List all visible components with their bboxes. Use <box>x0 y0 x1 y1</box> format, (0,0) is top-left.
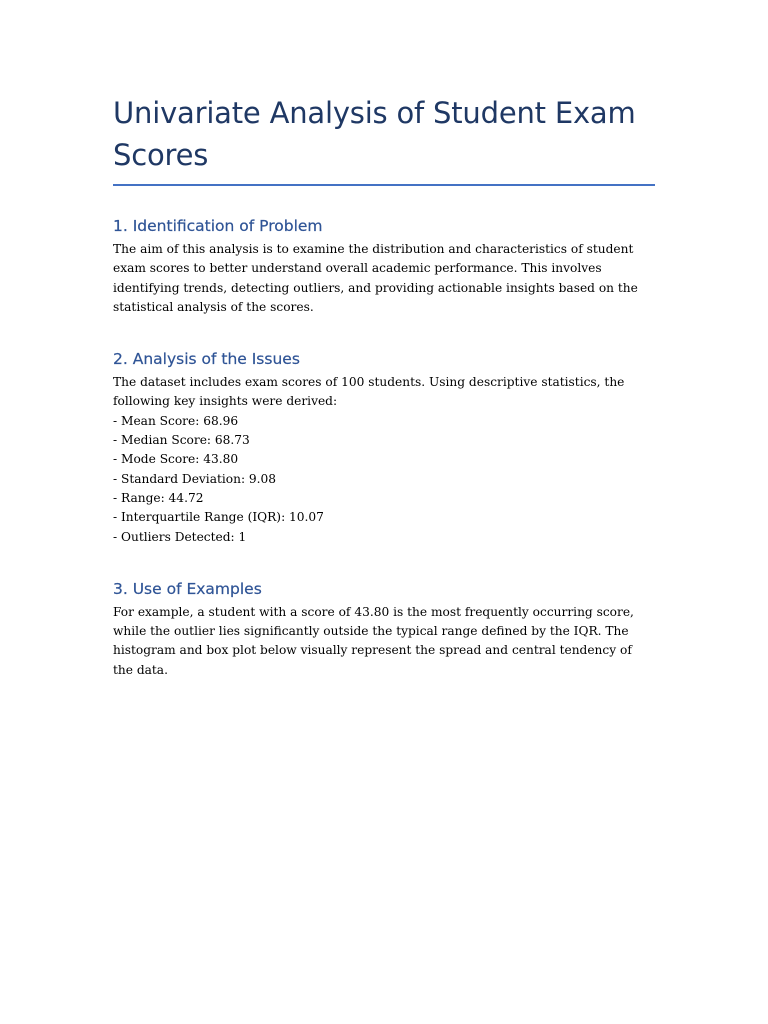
document-title: Univariate Analysis of Student Exam Scores <box>113 92 655 186</box>
document-page <box>113 92 655 680</box>
statistic-standard-deviation: - Standard Deviation: 9.08 <box>113 471 277 486</box>
statistics-list <box>113 412 655 547</box>
section-heading: 3. Use of Examples <box>113 579 262 598</box>
statistic-median: - Median Score: 68.73 <box>113 433 250 448</box>
section-heading: 2. Analysis of the Issues <box>113 350 300 369</box>
section-use-of-examples <box>113 579 655 680</box>
section-paragraph: For example, a student with a score of 43.80 is the most frequently occurring score, while the outlier lies significantly outside the typical range defined by the IQR. The histogram and box plot below visually represent the spread and central tendency of the data. <box>113 604 634 677</box>
statistic-outliers: - Outliers Detected: 1 <box>113 529 247 544</box>
statistic-mean: - Mean Score: 68.96 <box>113 413 239 428</box>
statistic-range: - Range: 44.72 <box>113 490 204 505</box>
section-heading: 1. Identification of Problem <box>113 217 323 235</box>
section-analysis-of-issues <box>113 349 655 547</box>
section-paragraph: The aim of this analysis is to examine the distribution and characteristics of student exam scores to better understand overall academic performance. This involves identifying trends, detecting outliers, and providing actionable insights based on the statistical analysis of the scores. <box>113 242 638 314</box>
section-paragraph: The dataset includes exam scores of 100 students. Using descriptive statistics, the following key insights were derived: <box>113 375 625 409</box>
statistic-mode: - Mode Score: 43.80 <box>113 452 239 467</box>
section-identification-of-problem <box>113 216 655 317</box>
statistic-iqr: - Interquartile Range (IQR): 10.07 <box>113 510 324 525</box>
